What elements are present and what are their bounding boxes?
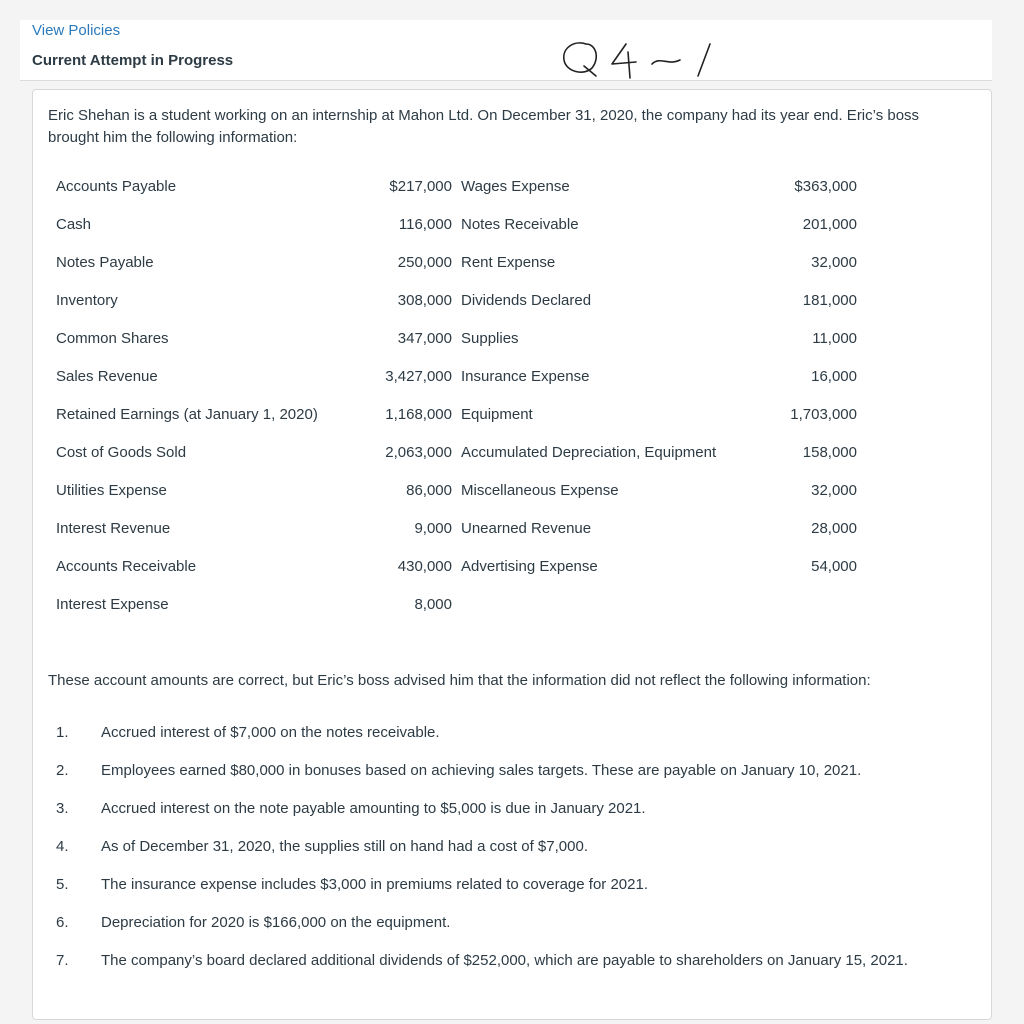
account-row [56,214,857,252]
quiz-header [20,20,992,81]
item-number: 4. [56,838,69,855]
account-name: Notes Receivable [461,216,579,233]
account-row [56,328,857,366]
item-number: 6. [56,914,69,931]
item-text: The insurance expense includes $3,000 in premiums related to coverage for 2021. [101,876,648,893]
item-text: The company’s board declared additional dividends of $252,000, which are payable to shareholders on January 15, 2021. [101,952,908,969]
account-name: Accumulated Depreciation, Equipment [461,444,717,461]
account-value: 116,000 [398,216,452,233]
account-name: Utilities Expense [56,482,167,499]
item-number: 5. [56,876,69,893]
account-value: 28,000 [811,520,857,537]
account-name: Advertising Expense [461,558,598,575]
account-row [56,404,857,442]
list-item [56,722,976,760]
account-name: Sales Revenue [56,368,158,385]
account-value: 181,000 [802,292,857,309]
list-item [56,760,976,798]
account-row [56,480,857,518]
account-row [56,366,857,404]
account-value: 201,000 [802,216,857,233]
account-row [56,518,857,556]
account-value: 1,703,000 [790,406,857,423]
account-value: 86,000 [406,482,452,499]
item-text: As of December 31, 2020, the supplies still on hand had a cost of $7,000. [101,838,588,855]
list-item [56,798,976,836]
account-name: Miscellaneous Expense [461,482,619,499]
account-value: 430,000 [397,558,452,575]
account-value: 158,000 [802,444,857,461]
account-name: Common Shares [56,330,169,347]
account-row [56,176,857,214]
account-row [56,594,846,632]
account-row [56,290,857,328]
question-card [32,89,992,1020]
handwritten-note [540,30,740,90]
account-value: $217,000 [389,178,452,195]
account-row [56,252,857,290]
account-name: Notes Payable [56,254,154,271]
item-text: Depreciation for 2020 is $166,000 on the equipment. [101,914,451,931]
account-name: Wages Expense [461,178,570,195]
accounts-table [56,176,857,632]
item-number: 7. [56,952,69,969]
item-text: Employees earned $80,000 in bonuses based on achieving sales targets. These are payable on January 10, 2021. [101,762,862,779]
adjustment-note: These account amounts are correct, but Eric’s boss advised him that the information did not reflect the following information: [48,672,871,689]
account-name: Equipment [461,406,533,423]
item-number: 1. [56,724,69,741]
attempt-status: Current Attempt in Progress [32,52,234,69]
account-name: Dividends Declared [461,292,592,309]
question-intro: Eric Shehan is a student working on an internship at Mahon Ltd. On December 31, 2020, the company had its year end. Eric’s boss brought him the following information: [48,107,920,146]
account-value: 32,000 [811,254,857,271]
view-policies-link[interactable]: View Policies [32,22,121,39]
account-value: 250,000 [397,254,452,271]
account-row [56,556,857,594]
account-value: 347,000 [397,330,452,347]
account-name: Inventory [56,292,118,309]
account-name: Retained Earnings (at January 1, 2020) [56,406,318,423]
account-name: Unearned Revenue [461,520,592,537]
account-name: Cost of Goods Sold [56,444,187,461]
list-item [56,912,976,950]
account-name: Supplies [461,330,519,347]
account-value: 308,000 [397,292,452,309]
list-item [56,950,976,988]
item-number: 3. [56,800,69,817]
account-value: 16,000 [811,368,857,385]
account-value: 2,063,000 [385,444,452,461]
account-name: Interest Revenue [56,520,171,537]
account-name: Accounts Payable [56,178,177,195]
account-name: Interest Expense [56,596,169,613]
item-text: Accrued interest of $7,000 on the notes receivable. [101,724,440,741]
account-name: Insurance Expense [461,368,590,385]
account-value: 54,000 [811,558,857,575]
account-name: Rent Expense [461,254,556,271]
account-value: 11,000 [812,330,857,347]
item-text: Accrued interest on the note payable amounting to $5,000 is due in January 2021. [101,800,646,817]
list-item [56,836,976,874]
account-value: 9,000 [414,520,452,537]
account-value: $363,000 [794,178,857,195]
account-name: Cash [56,216,92,233]
account-value: 3,427,000 [385,368,452,385]
account-row [56,442,857,480]
account-value: 1,168,000 [385,406,452,423]
item-number: 2. [56,762,69,779]
list-item [56,874,976,912]
adjustment-list [56,722,976,988]
account-value: 32,000 [811,482,857,499]
account-value: 8,000 [414,596,452,613]
account-name: Accounts Receivable [56,558,197,575]
